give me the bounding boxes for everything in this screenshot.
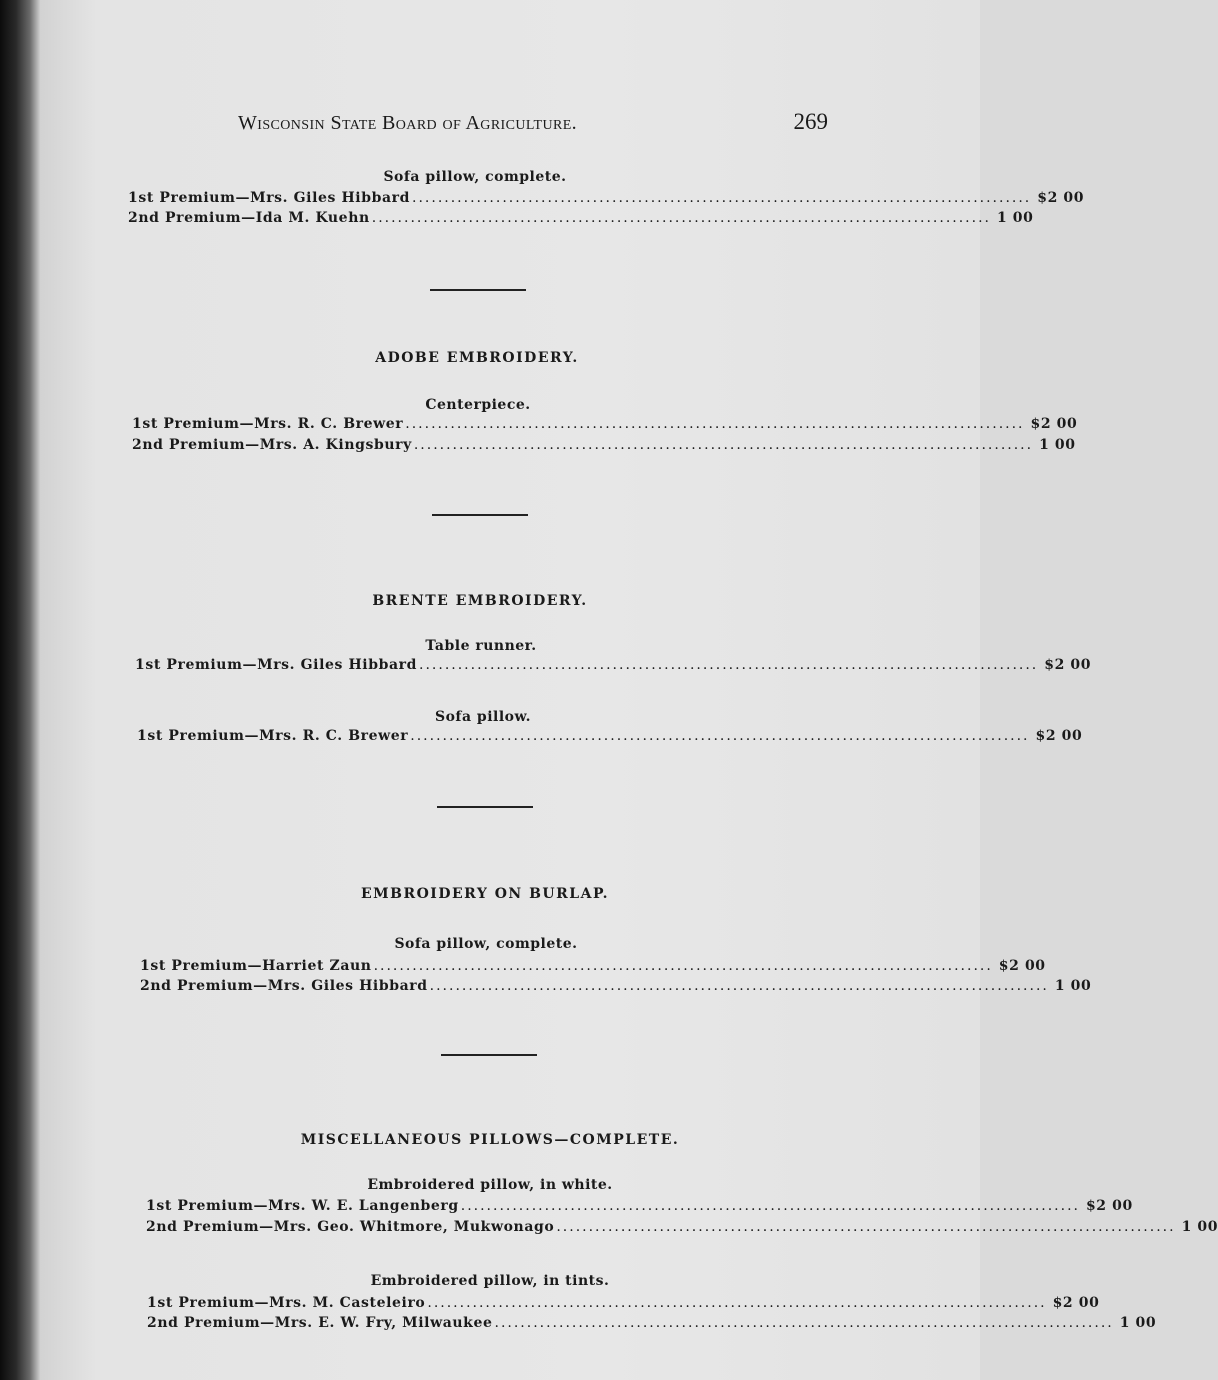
- leader-dots: ................................................................................................: [556, 1219, 1176, 1235]
- premium-amount: 1 00: [1181, 1219, 1218, 1235]
- leader-dots: ................................................................................................: [413, 437, 1034, 453]
- book-binding-shadow: [0, 0, 40, 1380]
- book-page: [40, 0, 980, 1380]
- leader-dots: ................................................................................................: [419, 657, 1039, 673]
- leader-dots: ................................................................................................: [460, 1198, 1080, 1214]
- premium-amount: $2 00: [1035, 728, 1083, 744]
- premium-label: 2nd Premium—Mrs. A. Kingsbury: [132, 437, 412, 453]
- leader-dots: ................................................................................................: [429, 978, 1049, 994]
- leader-dots: ................................................................................................: [373, 958, 993, 974]
- section-divider: [432, 514, 528, 516]
- premium-label: 2nd Premium—Mrs. Giles Hibbard: [140, 978, 428, 994]
- premium-amount: $2 00: [998, 958, 1046, 974]
- subheading-table-runner: Table runner.: [425, 638, 537, 654]
- premium-label: 1st Premium—Mrs. R. C. Brewer: [132, 416, 404, 432]
- premium-label: 2nd Premium—Mrs. Geo. Whitmore, Mukwonago: [146, 1219, 555, 1235]
- premium-entry: [146, 1198, 1133, 1214]
- section-title-adobe-embroidery: ADOBE EMBROIDERY.: [375, 350, 579, 366]
- premium-amount: 1 00: [1119, 1315, 1157, 1331]
- premium-label: 1st Premium—Mrs. Giles Hibbard: [128, 190, 411, 206]
- premium-amount: $2 00: [1037, 190, 1085, 206]
- premium-label: 1st Premium—Harriet Zaun: [140, 958, 372, 974]
- subheading-sofa-pillow-complete: Sofa pillow, complete.: [394, 936, 578, 952]
- section-divider: [437, 806, 533, 808]
- premium-amount: 1 00: [996, 210, 1034, 226]
- premium-entry: [146, 1219, 1218, 1235]
- premium-entry: [128, 190, 1085, 206]
- premium-amount: $2 00: [1085, 1198, 1133, 1214]
- premium-amount: $2 00: [1052, 1295, 1100, 1311]
- premium-entry: [140, 958, 1046, 974]
- premium-label: 1st Premium—Mrs. M. Casteleiro: [147, 1295, 426, 1311]
- section-divider: [441, 1054, 537, 1056]
- page-header: [238, 109, 828, 146]
- section-title-brente-embroidery: BRENTE EMBROIDERY.: [372, 593, 588, 609]
- premium-label: 1st Premium—Mrs. W. E. Langenberg: [146, 1198, 459, 1214]
- premium-amount: 1 00: [1054, 978, 1092, 994]
- section-divider: [430, 289, 526, 291]
- subheading-sofa-pillow: Sofa pillow.: [434, 709, 531, 725]
- leader-dots: ................................................................................................: [494, 1315, 1114, 1331]
- leader-dots: ................................................................................................: [371, 210, 991, 226]
- leader-dots: ................................................................................................: [412, 190, 1032, 206]
- premium-amount: $2 00: [1044, 657, 1092, 673]
- premium-entry: [135, 657, 1092, 673]
- section-title-embroidery-on-burlap: EMBROIDERY ON BURLAP.: [360, 886, 610, 902]
- leader-dots: ................................................................................................: [410, 728, 1030, 744]
- premium-amount: $2 00: [1030, 416, 1078, 432]
- premium-label: 1st Premium—Mrs. R. C. Brewer: [137, 728, 409, 744]
- premium-entry: [140, 978, 1092, 994]
- premium-entry: [137, 728, 1083, 744]
- premium-label: 1st Premium—Mrs. Giles Hibbard: [135, 657, 418, 673]
- running-head: Wisconsin State Board of Agriculture.: [238, 112, 578, 134]
- page-number: 269: [793, 109, 828, 134]
- section-title-miscellaneous-pillows: MISCELLANEOUS PILLOWS—COMPLETE.: [300, 1132, 680, 1148]
- premium-label: 2nd Premium—Mrs. E. W. Fry, Milwaukee: [147, 1315, 493, 1331]
- premium-entry: [128, 210, 1034, 226]
- premium-amount: 1 00: [1039, 437, 1076, 453]
- subheading-embroidered-pillow-white: Embroidered pillow, in white.: [367, 1177, 613, 1193]
- premium-entry: [147, 1315, 1157, 1331]
- subheading-embroidered-pillow-tints: Embroidered pillow, in tints.: [370, 1273, 610, 1289]
- leader-dots: ................................................................................................: [405, 416, 1025, 432]
- subheading-sofa-pillow-complete: Sofa pillow, complete.: [383, 169, 567, 185]
- premium-entry: [132, 416, 1078, 432]
- leader-dots: ................................................................................................: [427, 1295, 1047, 1311]
- subheading-centerpiece: Centerpiece.: [425, 397, 531, 413]
- premium-entry: [147, 1295, 1100, 1311]
- premium-entry: [132, 437, 1076, 453]
- premium-label: 2nd Premium—Ida M. Kuehn: [128, 210, 370, 226]
